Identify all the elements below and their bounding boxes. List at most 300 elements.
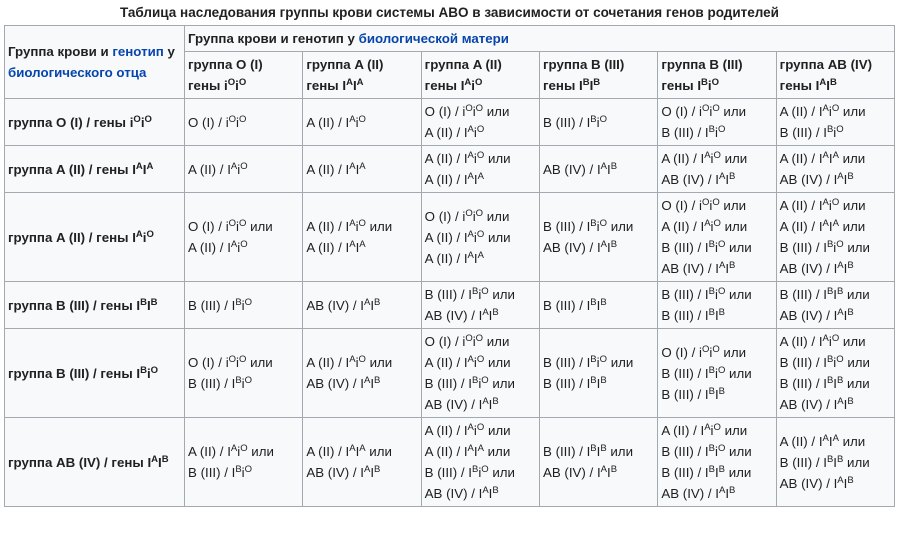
gene-letter: I [833, 376, 837, 391]
gene-letter: I [463, 125, 468, 140]
outcome-group: A (II) / [188, 444, 228, 459]
gene-letter: I [473, 444, 478, 459]
gene-letter: i [699, 344, 702, 360]
allele-superscript: A [822, 432, 829, 444]
allele-superscript: B [729, 260, 736, 271]
outcome-group: B (III) / [661, 386, 705, 402]
allele-superscript: A [359, 443, 366, 454]
genes-prefix: гены [543, 78, 580, 93]
table-cell [540, 418, 658, 507]
table-cell [540, 282, 658, 329]
allele-superscript: A [467, 443, 474, 454]
gene-letter: I [596, 161, 601, 177]
outcome-connector: или [843, 376, 870, 391]
gene-letter: i [462, 104, 466, 119]
father-row-header [5, 282, 185, 329]
gene-letter: I [227, 240, 231, 255]
table-cell [185, 329, 303, 418]
allele-superscript: O [701, 197, 710, 208]
gene-letter: I [715, 261, 719, 276]
gene-letter: I [823, 240, 827, 255]
allele-superscript: B [374, 375, 381, 386]
outcome-line [661, 441, 772, 462]
allele-superscript: O [481, 464, 489, 475]
gene-letter: i [224, 78, 228, 93]
allele-superscript: B [590, 443, 597, 454]
gene-letter: I [704, 287, 709, 302]
outcome-connector: или [838, 433, 866, 449]
outcome-line [780, 195, 891, 216]
gene-letter: I [596, 465, 601, 480]
gene-letter: I [606, 161, 611, 177]
allele-superscript: O [713, 218, 721, 229]
outcome-line [543, 237, 654, 258]
gene-letter: I [606, 240, 611, 255]
gene-letter: I [488, 397, 493, 412]
gene-letter: i [478, 465, 482, 480]
gene-letter: I [704, 465, 709, 480]
gene-letter: I [725, 172, 730, 187]
outcome-line [780, 169, 891, 190]
outcome-connector: или [719, 198, 747, 213]
outcome-connector: или [483, 444, 511, 459]
table-cell [421, 99, 539, 146]
outcome-group: A (II) / [424, 125, 464, 140]
gene-letter: I [818, 151, 823, 166]
outcome-group: O (I) / [424, 104, 463, 119]
gene-letter: I [579, 78, 583, 93]
gene-letter: I [823, 125, 827, 140]
outcome-line [661, 284, 772, 305]
gene-letter: i [709, 104, 713, 119]
outcome-line [543, 216, 654, 237]
table-cell [303, 418, 421, 507]
outcome-group: B (III) / [424, 376, 469, 391]
table-cell [658, 146, 776, 193]
outcome-line [188, 373, 299, 394]
outcome-group: B (III) / [188, 465, 232, 480]
allele-superscript: O [244, 375, 253, 386]
allele-superscript: A [349, 218, 356, 229]
outcome-line [780, 373, 891, 394]
table-cell [776, 329, 894, 418]
gene-letter: i [478, 376, 482, 391]
allele-superscript: O [717, 239, 726, 250]
gene-letter: I [815, 78, 820, 93]
genes-prefix: гены [779, 78, 816, 93]
outcome-line [425, 284, 536, 305]
allele-superscript: B [708, 443, 715, 454]
gene-letter: i [462, 208, 466, 224]
outcome-connector: или [720, 219, 748, 234]
outcome-line [306, 216, 417, 237]
outcome-line [188, 462, 299, 483]
gene-letter: I [360, 465, 364, 480]
mother-genes-line [425, 75, 536, 96]
gene-letter: I [818, 104, 823, 119]
allele-superscript: B [610, 464, 618, 475]
table-row [5, 418, 895, 507]
outcome-connector: или [484, 151, 511, 166]
allele-superscript: B [708, 385, 715, 397]
outcome-group: A (II) / [424, 250, 464, 266]
allele-superscript: A [135, 228, 143, 240]
allele-superscript: A [704, 150, 711, 161]
allele-superscript: A [718, 485, 726, 496]
outcome-connector: или [365, 355, 393, 370]
gene-letter: I [463, 423, 468, 438]
outcome-line [543, 112, 654, 133]
mother-group-label: группа A (II) [306, 57, 384, 72]
gene-letter: i [710, 219, 714, 234]
gene-letter: I [833, 397, 838, 412]
gene-letter: i [473, 229, 477, 245]
outcome-connector: или [843, 454, 870, 470]
table-row [5, 329, 895, 418]
genes-prefix: гены [424, 78, 461, 93]
gene-letter: I [833, 287, 837, 302]
outcome-line [188, 216, 299, 237]
outcome-group: AB (IV) / [543, 465, 597, 480]
corner-header [5, 26, 185, 99]
gene-letter: I [345, 161, 350, 177]
gene-letter: I [345, 240, 350, 255]
outcome-group: A (II) / [779, 219, 819, 234]
outcome-line [780, 284, 891, 305]
gene-letter: I [352, 78, 357, 93]
table-row [5, 99, 895, 146]
outcome-line [425, 101, 536, 122]
allele-superscript: B [235, 464, 242, 475]
gene-letter: I [586, 444, 591, 459]
genotype-link[interactable]: генотип [112, 44, 164, 59]
allele-superscript: A [363, 375, 371, 386]
gene-letter: i [235, 78, 239, 93]
allele-superscript: O [831, 197, 840, 208]
allele-superscript: A [349, 443, 356, 454]
outcome-line [661, 122, 772, 143]
mother-header [185, 26, 895, 52]
outcome-connector: или [843, 355, 870, 370]
table-cell [303, 329, 421, 418]
allele-superscript: B [590, 296, 597, 308]
outcome-group: A (II) / [661, 423, 701, 438]
allele-superscript: B [826, 453, 834, 465]
outcome-line [188, 352, 299, 373]
allele-superscript: O [836, 354, 844, 365]
outcome-connector: или [483, 104, 510, 119]
gene-letter: i [225, 355, 229, 370]
gene-letter: i [472, 334, 476, 349]
allele-superscript: A [600, 464, 607, 475]
table-row [5, 193, 895, 282]
allele-superscript: B [708, 364, 715, 376]
biological-mother-link[interactable]: биологической матери [358, 31, 509, 46]
gene-letter: I [828, 219, 833, 234]
outcome-group: O (I) / [188, 355, 226, 370]
allele-superscript: A [477, 443, 484, 454]
allele-superscript: O [717, 124, 726, 135]
outcome-connector: или [843, 240, 870, 255]
allele-superscript: A [359, 239, 366, 250]
outcome-group: AB (IV) / [661, 172, 716, 187]
outcome-group: A (II) / [779, 151, 819, 166]
outcome-connector: или [839, 334, 866, 349]
outcome-group: B (III) / [661, 365, 705, 381]
gene-letter: I [468, 376, 472, 391]
gene-letter: I [345, 355, 350, 370]
allele-superscript: A [482, 485, 489, 496]
allele-superscript: O [712, 197, 720, 208]
outcome-group: A (II) / [306, 219, 346, 234]
gene-letter: I [843, 475, 848, 491]
gene-letter: I [473, 172, 478, 187]
outcome-connector: или [483, 334, 510, 349]
allele-superscript: A [467, 422, 474, 433]
allele-superscript: O [599, 354, 607, 365]
outcome-connector: или [246, 219, 273, 234]
outcome-group: AB (IV) / [779, 397, 834, 412]
outcome-group: AB (IV) / [306, 376, 361, 391]
gene-letter: i [241, 376, 245, 391]
gene-letter: I [478, 486, 483, 501]
corner-text-2: у [163, 44, 175, 59]
outcome-connector: или [725, 287, 752, 302]
allele-superscript: B [701, 77, 708, 88]
allele-superscript: O [465, 333, 473, 344]
gene-letter: I [478, 397, 483, 412]
gene-letter: I [345, 444, 350, 459]
gene-letter: I [596, 444, 601, 459]
allele-superscript: O [238, 77, 247, 88]
gene-letter: I [843, 397, 848, 412]
gene-letter: I [589, 78, 594, 93]
gene-letter: i [140, 114, 145, 130]
gene-letter: i [462, 334, 466, 349]
outcome-line [661, 342, 772, 363]
gene-letter: i [714, 444, 718, 459]
outcome-line [780, 305, 891, 326]
allele-superscript: O [599, 113, 607, 125]
outcome-group: AB (IV) / [306, 297, 361, 313]
outcome-group: A (II) / [424, 444, 464, 459]
table-cell [303, 193, 421, 282]
gene-letter: I [345, 219, 350, 234]
outcome-line [661, 169, 772, 190]
gene-letter: i [714, 240, 718, 255]
allele-superscript: B [708, 464, 715, 475]
allele-superscript: A [704, 422, 711, 433]
allele-superscript: B [492, 485, 499, 496]
allele-superscript: A [822, 218, 829, 229]
gene-letter: I [231, 465, 236, 480]
allele-superscript: A [346, 77, 353, 88]
allele-superscript: A [822, 150, 829, 161]
gene-letter: i [833, 355, 837, 370]
gene-letter: I [231, 297, 236, 313]
outcome-line [661, 420, 772, 441]
gene-letter: I [725, 486, 730, 501]
allele-superscript: A [704, 218, 711, 229]
allele-superscript: A [822, 197, 829, 208]
table-cell [421, 329, 539, 418]
allele-superscript: B [847, 307, 854, 318]
table-cell [658, 99, 776, 146]
allele-superscript: A [349, 354, 356, 365]
gene-letter: I [370, 465, 375, 480]
outcome-group: B (III) / [543, 444, 587, 459]
gene-letter: i [225, 219, 229, 234]
gene-letter: I [463, 355, 468, 370]
allele-superscript: B [471, 464, 479, 475]
gene-letter: i [473, 355, 477, 370]
outcome-line [425, 248, 536, 269]
allele-superscript: B [847, 396, 854, 407]
outcome-group: B (III) / [779, 240, 824, 255]
allele-superscript: A [146, 160, 154, 172]
outcome-line [661, 216, 772, 237]
allele-superscript: B [150, 296, 158, 308]
allele-superscript: O [831, 103, 840, 114]
allele-superscript: B [729, 485, 736, 496]
outcome-line [780, 394, 891, 415]
allele-superscript: A [467, 228, 474, 240]
outcome-connector: или [488, 287, 515, 302]
table-cell [303, 282, 421, 329]
allele-superscript: A [135, 160, 143, 172]
outcome-group: AB (IV) / [779, 475, 834, 491]
allele-superscript: B [492, 396, 499, 407]
outcome-line [661, 305, 772, 326]
biological-father-link[interactable]: биологического отца [8, 65, 147, 80]
allele-superscript: B [590, 218, 597, 229]
allele-superscript: O [476, 354, 485, 365]
outcome-group: B (III) / [543, 376, 587, 391]
allele-superscript: B [471, 375, 479, 386]
gene-letter: I [596, 240, 601, 255]
allele-superscript: B [847, 474, 854, 486]
gene-letter: I [227, 444, 231, 459]
outcome-group: B (III) / [661, 444, 705, 459]
outcome-line [188, 159, 299, 180]
gene-letter: i [142, 229, 147, 245]
allele-superscript: O [133, 113, 141, 125]
outcome-line [425, 462, 536, 483]
gene-letter: I [714, 308, 719, 323]
allele-superscript: B [235, 296, 242, 308]
gene-letter: i [472, 208, 476, 224]
outcome-group: O (I) / [424, 334, 463, 349]
gene-letter: I [700, 219, 705, 234]
gene-letter: i [596, 114, 600, 130]
gene-letter: i [355, 219, 359, 234]
allele-superscript: A [359, 160, 366, 172]
outcome-group: A (II) / [779, 104, 819, 119]
allele-superscript: B [140, 296, 147, 308]
table-cell [540, 146, 658, 193]
outcome-line [188, 441, 299, 462]
outcome-line [306, 159, 417, 180]
allele-superscript: B [600, 443, 607, 454]
outcome-connector: или [720, 151, 748, 166]
allele-superscript: A [151, 453, 159, 465]
outcome-line [306, 352, 417, 373]
allele-superscript: O [476, 228, 485, 240]
gene-letter: I [715, 172, 719, 187]
gene-letter: I [231, 376, 236, 391]
outcome-group: A (II) / [424, 423, 464, 438]
outcome-group: A (II) / [306, 444, 346, 459]
gene-letter: I [828, 151, 833, 166]
outcome-connector: или [725, 444, 752, 459]
outcome-line [188, 112, 299, 133]
allele-superscript: B [837, 375, 844, 386]
table-cell [421, 282, 539, 329]
gene-letter: I [355, 444, 360, 459]
allele-superscript: A [349, 239, 356, 250]
gene-letter: I [714, 386, 719, 402]
allele-superscript: O [712, 343, 720, 355]
allele-superscript: B [374, 296, 381, 308]
table-cell [185, 282, 303, 329]
outcome-group: B (III) / [779, 287, 824, 302]
allele-superscript: B [729, 171, 736, 182]
gene-letter: I [700, 423, 705, 438]
gene-letter: i [707, 78, 712, 93]
allele-superscript: A [349, 160, 356, 172]
gene-letter: i [236, 355, 240, 370]
allele-superscript: O [599, 218, 607, 229]
gene-letter: i [471, 78, 475, 93]
outcome-connector: или [246, 355, 273, 370]
table-cell [776, 418, 894, 507]
gene-letter: i [473, 423, 477, 438]
gene-letter: I [370, 297, 375, 313]
allele-superscript: B [161, 453, 169, 465]
allele-superscript: O [831, 333, 840, 344]
gene-letter: I [227, 161, 231, 177]
gene-letter: I [586, 114, 591, 130]
outcome-group: B (III) / [661, 240, 705, 255]
outcome-group: AB (IV) / [779, 308, 834, 323]
mother-column-header [540, 52, 658, 99]
outcome-line [425, 420, 536, 441]
allele-superscript: A [832, 432, 839, 444]
allele-superscript: B [140, 364, 147, 376]
outcome-connector: или [725, 365, 752, 381]
table-cell [421, 193, 539, 282]
outcome-group: AB (IV) / [779, 172, 834, 187]
outcome-line [425, 331, 536, 352]
allele-superscript: O [713, 422, 721, 433]
gene-letter: i [714, 287, 718, 302]
allele-superscript: B [708, 307, 715, 318]
outcome-line [661, 101, 772, 122]
allele-superscript: O [240, 239, 248, 250]
gene-letter: I [700, 151, 705, 166]
outcome-line [425, 394, 536, 415]
gene-letter: I [158, 454, 162, 470]
outcome-line [661, 148, 772, 169]
allele-superscript: B [471, 286, 479, 297]
outcome-line [661, 237, 772, 258]
outcome-group: O (I) / [661, 198, 699, 213]
gene-letter: I [586, 355, 591, 370]
outcome-group: A (II) / [424, 355, 464, 370]
outcome-connector: или [606, 444, 633, 459]
gene-letter: i [828, 104, 832, 119]
outcome-line [306, 112, 417, 133]
